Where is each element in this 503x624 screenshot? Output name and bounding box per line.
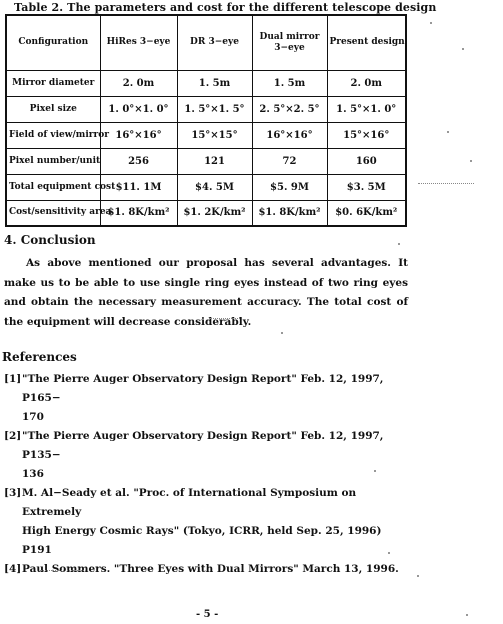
header-configuration: Configuration	[6, 15, 100, 70]
reference-number: [4]	[4, 563, 22, 575]
reference-text: M. Al−Seady et al. "Proc. of International Symposium on Extremely	[22, 487, 357, 518]
header-dr: DR 3−eye	[177, 15, 252, 70]
scan-speck	[462, 48, 464, 50]
table-row	[6, 148, 406, 174]
parameters-table	[5, 14, 407, 227]
scan-mark	[40, 570, 86, 571]
scan-speck	[470, 160, 472, 162]
table-cell: 16°×16°	[100, 122, 177, 148]
conclusion-paragraph	[4, 254, 408, 332]
table-cell: 2. 5°×2. 5°	[252, 96, 327, 122]
scan-mark	[210, 318, 240, 319]
reference-number: [2]	[4, 430, 22, 442]
reference-text: "The Pierre Auger Observatory Design Report" Feb. 12, 1997, P135−	[22, 430, 384, 461]
table-cell: 16°×16°	[252, 122, 327, 148]
scan-speck	[466, 614, 468, 616]
scan-speck	[417, 575, 419, 577]
table-cell: $5. 9M	[252, 174, 327, 200]
table-cell: 1. 5°×1. 0°	[327, 96, 406, 122]
scan-speck	[374, 470, 376, 472]
list-item	[4, 427, 414, 484]
row-label: Mirror diameter	[6, 70, 100, 96]
row-label: Pixel size	[6, 96, 100, 122]
table-row	[6, 122, 406, 148]
row-label: Pixel number/unit	[6, 148, 100, 174]
reference-number: [3]	[4, 487, 22, 499]
table-cell: $11. 1M	[100, 174, 177, 200]
table-header-row	[6, 15, 406, 70]
reference-text-continued: 136	[22, 468, 44, 480]
table-cell: 1. 5m	[252, 70, 327, 96]
reference-text-continued: 170	[22, 411, 44, 423]
scan-speck	[430, 22, 432, 24]
header-dual-mirror: Dual mirror 3−eye	[252, 15, 327, 70]
table-cell: 72	[252, 148, 327, 174]
row-label: Field of view/mirror	[6, 122, 100, 148]
table-cell: 15°×15°	[177, 122, 252, 148]
table-cell: 256	[100, 148, 177, 174]
row-label: Cost/sensitivity area	[6, 200, 100, 226]
conclusion-heading: 4. Conclusion	[4, 233, 96, 247]
conclusion-text: As above mentioned our proposal has several advantages. It make us to be able to use single ring eyes instead of two ring eyes and obtain the necessary measurement accuracy. The total cost of the equipment will decrease considerably.	[4, 257, 408, 328]
table-cell: $1. 2K/km²	[177, 200, 252, 226]
table-cell: 121	[177, 148, 252, 174]
table-cell: 1. 0°×1. 0°	[100, 96, 177, 122]
scan-speck	[388, 552, 390, 554]
table-row	[6, 70, 406, 96]
table-cell: 160	[327, 148, 406, 174]
references-list	[4, 370, 414, 579]
scan-speck	[398, 243, 400, 245]
reference-text-continued: High Energy Cosmic Rays" (Tokyo, ICRR, held Sep. 25, 1996) P191	[22, 525, 382, 556]
table-cell: $1. 8K/km²	[252, 200, 327, 226]
reference-text: "The Pierre Auger Observatory Design Report" Feb. 12, 1997, P165−	[22, 373, 384, 404]
table-cell: 2. 0m	[327, 70, 406, 96]
scan-mark	[418, 183, 474, 184]
table-caption: Table 2. The parameters and cost for the different telescope design	[14, 1, 437, 14]
reference-text: Paul Sommers. "Three Eyes with Dual Mirrors" March 13, 1996.	[22, 563, 399, 575]
header-hires: HiRes 3−eye	[100, 15, 177, 70]
scan-speck	[447, 131, 449, 133]
table-row	[6, 96, 406, 122]
list-item	[4, 484, 414, 560]
table-cell: 15°×16°	[327, 122, 406, 148]
page-number: - 5 -	[196, 609, 219, 620]
table-row	[6, 174, 406, 200]
table-cell: $0. 6K/km²	[327, 200, 406, 226]
table-cell: 1. 5m	[177, 70, 252, 96]
list-item	[4, 370, 414, 427]
scan-speck	[281, 332, 283, 334]
reference-number: [1]	[4, 373, 22, 385]
table-cell: $3. 5M	[327, 174, 406, 200]
table-row	[6, 200, 406, 226]
table-cell: 1. 5°×1. 5°	[177, 96, 252, 122]
references-heading: References	[2, 350, 77, 364]
table-cell: 2. 0m	[100, 70, 177, 96]
table-cell: $4. 5M	[177, 174, 252, 200]
header-present-design: Present design	[327, 15, 406, 70]
row-label: Total equipment cost	[6, 174, 100, 200]
table-cell: $1. 8K/km²	[100, 200, 177, 226]
